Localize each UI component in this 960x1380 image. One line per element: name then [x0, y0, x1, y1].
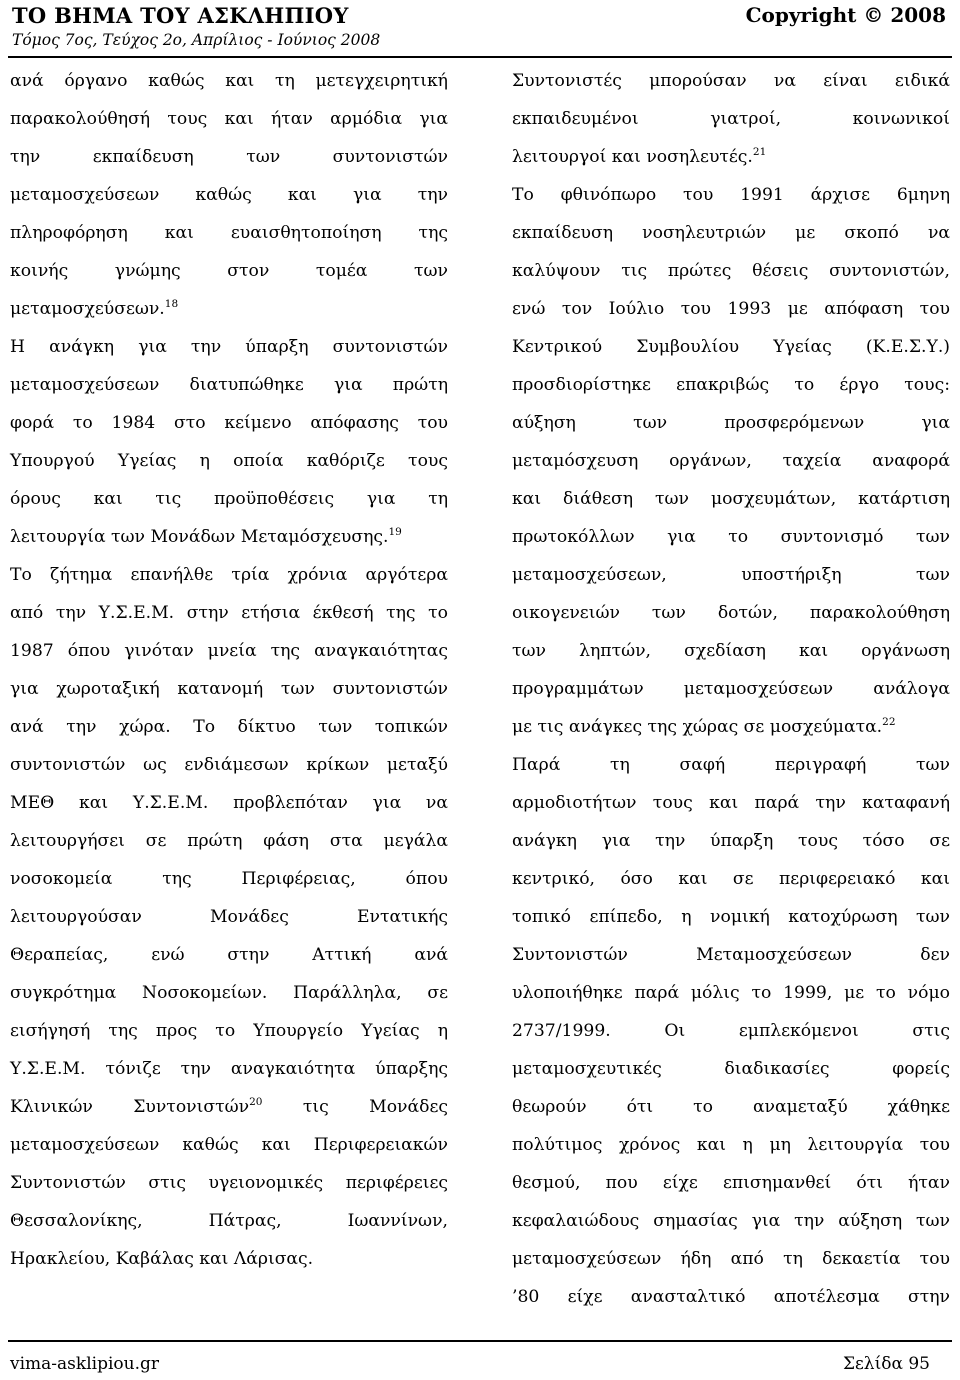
text-line: [10, 1050, 448, 1088]
text-line: [512, 974, 950, 1012]
footnote-ref: 20: [249, 1096, 263, 1108]
line-text: ανάγκη για την ύπαρξη τους τόσο σε: [512, 831, 950, 851]
line-text: συγκρότημα Νοσοκομείων. Παράλληλα, σε: [10, 983, 448, 1003]
line-text: Υπουργού Υγείας η οποία καθόριζε τους: [10, 451, 448, 471]
line-text: θεωρούν ότι το αναμεταξύ χάθηκε: [512, 1097, 950, 1117]
text-line: [10, 290, 448, 328]
text-line: [10, 1202, 448, 1240]
text-line: [512, 1278, 950, 1316]
text-line: [512, 100, 950, 138]
line-text: Ηρακλείου, Καβάλας και Λάρισας.: [10, 1249, 314, 1269]
footnote-ref: 22: [882, 716, 896, 728]
text-line: [10, 138, 448, 176]
text-line: [512, 442, 950, 480]
text-line: [512, 290, 950, 328]
line-text: προσδιορίστηκε επακριβώς το έργο τους:: [512, 375, 950, 395]
text-line: [10, 822, 448, 860]
text-line: [10, 708, 448, 746]
line-text: Κεντρικού Συμβουλίου Υγείας (Κ.Ε.Σ.Υ.): [512, 337, 950, 357]
text-line: [10, 518, 448, 556]
line-text: υλοποιήθηκε παρά μόλις το 1999, με το νόμο: [512, 983, 950, 1003]
header-divider: [8, 56, 952, 58]
line-text: μεταμοσχεύσεων.: [10, 299, 165, 319]
line-text: κοινής γνώμης στον τομέα των: [10, 261, 448, 281]
line-text: για χωροταξική κατανομή των συντονιστών: [10, 679, 448, 699]
text-line: [512, 860, 950, 898]
text-line: [10, 860, 448, 898]
text-line: [10, 480, 448, 518]
text-line: [512, 708, 950, 746]
text-line: [10, 442, 448, 480]
line-text: και διάθεση των μοσχευμάτων, κατάρτιση: [512, 489, 950, 509]
footnote-ref: 18: [164, 298, 179, 310]
line-text: προγραμμάτων μεταμοσχεύσεων ανάλογα: [512, 679, 950, 699]
text-line: [10, 1088, 448, 1126]
line-text: μεταμοσχεύσεων διατυπώθηκε για πρώτη: [10, 375, 448, 395]
line-text: Συντονιστών στις υγειονομικές περιφέρειες: [10, 1173, 448, 1193]
line-text: Θεραπείας, ενώ στην Αττική ανά: [10, 945, 448, 965]
line-text: αύξηση των προσφερόμενων για: [512, 413, 950, 433]
line-text: με τις ανάγκες της χώρας σε μοσχεύματα.: [512, 717, 883, 737]
line-text: όρους και τις προϋποθέσεις για τη: [10, 489, 448, 509]
line-text: ανά την χώρα. Το δίκτυο των τοπικών: [10, 717, 448, 737]
text-line: [10, 556, 448, 594]
journal-title: ΤΟ ΒΗΜΑ ΤΟΥ ΑΣΚΛΗΠΙΟΥ: [12, 3, 349, 28]
text-line: [512, 594, 950, 632]
line-text: παρακολούθησή τους και ήταν αρμόδια για: [10, 109, 448, 129]
text-line: [10, 784, 448, 822]
text-line: [10, 594, 448, 632]
text-line: [512, 1240, 950, 1278]
text-line: [512, 1202, 950, 1240]
text-line: [512, 518, 950, 556]
text-line: [512, 404, 950, 442]
text-line: [512, 1050, 950, 1088]
line-text: αρμοδιοτήτων τους και παρά την καταφανή: [512, 793, 950, 813]
line-text: ’80 είχε ανασταλτικό αποτέλεσμα στην: [512, 1287, 950, 1307]
text-line: [10, 328, 448, 366]
text-line: [512, 556, 950, 594]
footnote-ref: 19: [388, 526, 402, 538]
text-line: [10, 62, 448, 100]
text-line: [512, 1126, 950, 1164]
line-text: Θεσσαλονίκης, Πάτρας, Ιωαννίνων,: [10, 1211, 448, 1231]
line-text: Συντονιστών Μεταμοσχεύσεων δεν: [512, 945, 950, 965]
line-text: από την Υ.Σ.Ε.Μ. στην ετήσια έκθεσή της το: [10, 603, 448, 623]
line-text: πληροφόρηση και ευαισθητοποίηση της: [10, 223, 448, 243]
line-text: Συντονιστές μπορούσαν να είναι ειδικά: [512, 71, 950, 91]
line-text: ενώ τον Ιούλιο του 1993 με απόφαση του: [512, 299, 950, 319]
line-text: μεταμόσχευση οργάνων, ταχεία αναφορά: [512, 451, 950, 471]
copyright-notice: Copyright © 2008: [745, 3, 946, 27]
text-line: [512, 898, 950, 936]
footnote-ref: 21: [752, 146, 767, 158]
line-text: Υ.Σ.Ε.Μ. τόνιζε την αναγκαιότητα ύπαρξης: [10, 1059, 448, 1079]
line-text-continued: τις Μονάδες: [262, 1097, 448, 1117]
text-line: [512, 62, 950, 100]
line-text: λειτουργήσει σε πρώτη φάση στα μεγάλα: [10, 831, 448, 851]
text-line: [10, 632, 448, 670]
issue-line: Τόμος 7ος, Τεύχος 2ο, Απρίλιος - Ιούνιος 2008: [12, 31, 381, 49]
text-line: [10, 100, 448, 138]
text-line: [512, 214, 950, 252]
text-line: [10, 214, 448, 252]
text-line: [10, 974, 448, 1012]
line-text: πρωτοκόλλων για το συντονισμό των: [512, 527, 950, 547]
text-line: [512, 176, 950, 214]
text-line: [512, 784, 950, 822]
right-text-column: [512, 62, 950, 1316]
line-text: νοσοκομεία της Περιφέρειας, όπου: [10, 869, 448, 889]
text-line: [512, 252, 950, 290]
line-text: θεσμού, που είχε επισημανθεί ότι ήταν: [512, 1173, 950, 1193]
line-text: 1987 όπου γινόταν μνεία της αναγκαιότητας: [10, 641, 448, 661]
text-line: [10, 898, 448, 936]
text-line: [512, 936, 950, 974]
text-line: [10, 404, 448, 442]
text-line: [10, 670, 448, 708]
page-header: [0, 0, 960, 60]
line-text: εκπαιδευμένοι γιατροί, κοινωνικοί: [512, 109, 950, 129]
line-text: εισήγησή της προς το Υπουργείο Υγείας η: [10, 1021, 448, 1041]
text-line: [512, 138, 950, 176]
text-line: [512, 1164, 950, 1202]
line-text: εκπαίδευση νοσηλευτριών με σκοπό να: [512, 223, 950, 243]
line-text: μεταμοσχεύσεων καθώς και για την: [10, 185, 448, 205]
footer-website: vima-asklipiou.gr: [10, 1354, 159, 1374]
line-text: μεταμοσχεύσεων ήδη από τη δεκαετία του: [512, 1249, 950, 1269]
footer-divider: [8, 1340, 952, 1342]
text-line: [512, 480, 950, 518]
text-line: [10, 746, 448, 784]
text-line: [10, 176, 448, 214]
line-text: κεφαλαιώδους σημασίας για την αύξηση των: [512, 1211, 950, 1231]
line-text: μεταμοσχεύσεων, υποστήριξη των: [512, 565, 950, 585]
line-text: κεντρικό, όσο και σε περιφερειακό και: [512, 869, 950, 889]
line-text: πολύτιμος χρόνος και η μη λειτουργία του: [512, 1135, 950, 1155]
line-text: μεταμοσχευτικές διαδικασίες φορείς: [512, 1059, 950, 1079]
line-text: μεταμοσχεύσεων καθώς και Περιφερειακών: [10, 1135, 448, 1155]
text-line: [10, 1164, 448, 1202]
line-text: ανά όργανο καθώς και τη μετεγχειρητική: [10, 71, 448, 91]
line-text: τοπικό επίπεδο, η νομική κατοχύρωση των: [512, 907, 950, 927]
text-line: [10, 366, 448, 404]
line-text: ΜΕΘ και Υ.Σ.Ε.Μ. προβλεπόταν για να: [10, 793, 448, 813]
text-line: [512, 1012, 950, 1050]
text-line: [512, 746, 950, 784]
line-text: 2737/1999. Οι εμπλεκόμενοι στις: [512, 1021, 950, 1041]
text-line: [512, 670, 950, 708]
line-text: λειτουργούσαν Μονάδες Εντατικής: [10, 907, 448, 927]
text-line: [10, 252, 448, 290]
line-text: Το ζήτημα επανήλθε τρία χρόνια αργότερα: [10, 565, 448, 585]
left-text-column: [10, 62, 448, 1278]
line-text: Κλινικών Συντονιστών: [10, 1097, 250, 1117]
line-text: Το φθινόπωρο του 1991 άρχισε 6μηνη: [512, 185, 950, 205]
line-text: οικογενειών των δοτών, παρακολούθηση: [512, 603, 950, 623]
text-line: [10, 1240, 448, 1278]
footer-page-number: Σελίδα 95: [842, 1354, 930, 1374]
text-line: [512, 328, 950, 366]
line-text: λειτουργοί και νοσηλευτές.: [512, 147, 753, 167]
text-line: [10, 1012, 448, 1050]
line-text: Παρά τη σαφή περιγραφή των: [512, 755, 950, 775]
text-line: [512, 1088, 950, 1126]
text-line: [512, 822, 950, 860]
text-line: [512, 632, 950, 670]
text-line: [10, 936, 448, 974]
line-text: των ληπτών, σχεδίαση και οργάνωση: [512, 641, 950, 661]
line-text: Η ανάγκη για την ύπαρξη συντονιστών: [10, 337, 448, 357]
line-text: καλύψουν τις πρώτες θέσεις συντονιστών,: [512, 261, 950, 281]
line-text: φορά το 1984 στο κείμενο απόφασης του: [10, 413, 448, 433]
line-text: συντονιστών ως ενδιάμεσων κρίκων μεταξύ: [10, 755, 448, 775]
text-line: [10, 1126, 448, 1164]
line-text: λειτουργία των Μονάδων Μεταμόσχευσης.: [10, 527, 389, 547]
line-text: την εκπαίδευση των συντονιστών: [10, 147, 448, 167]
text-line: [512, 366, 950, 404]
